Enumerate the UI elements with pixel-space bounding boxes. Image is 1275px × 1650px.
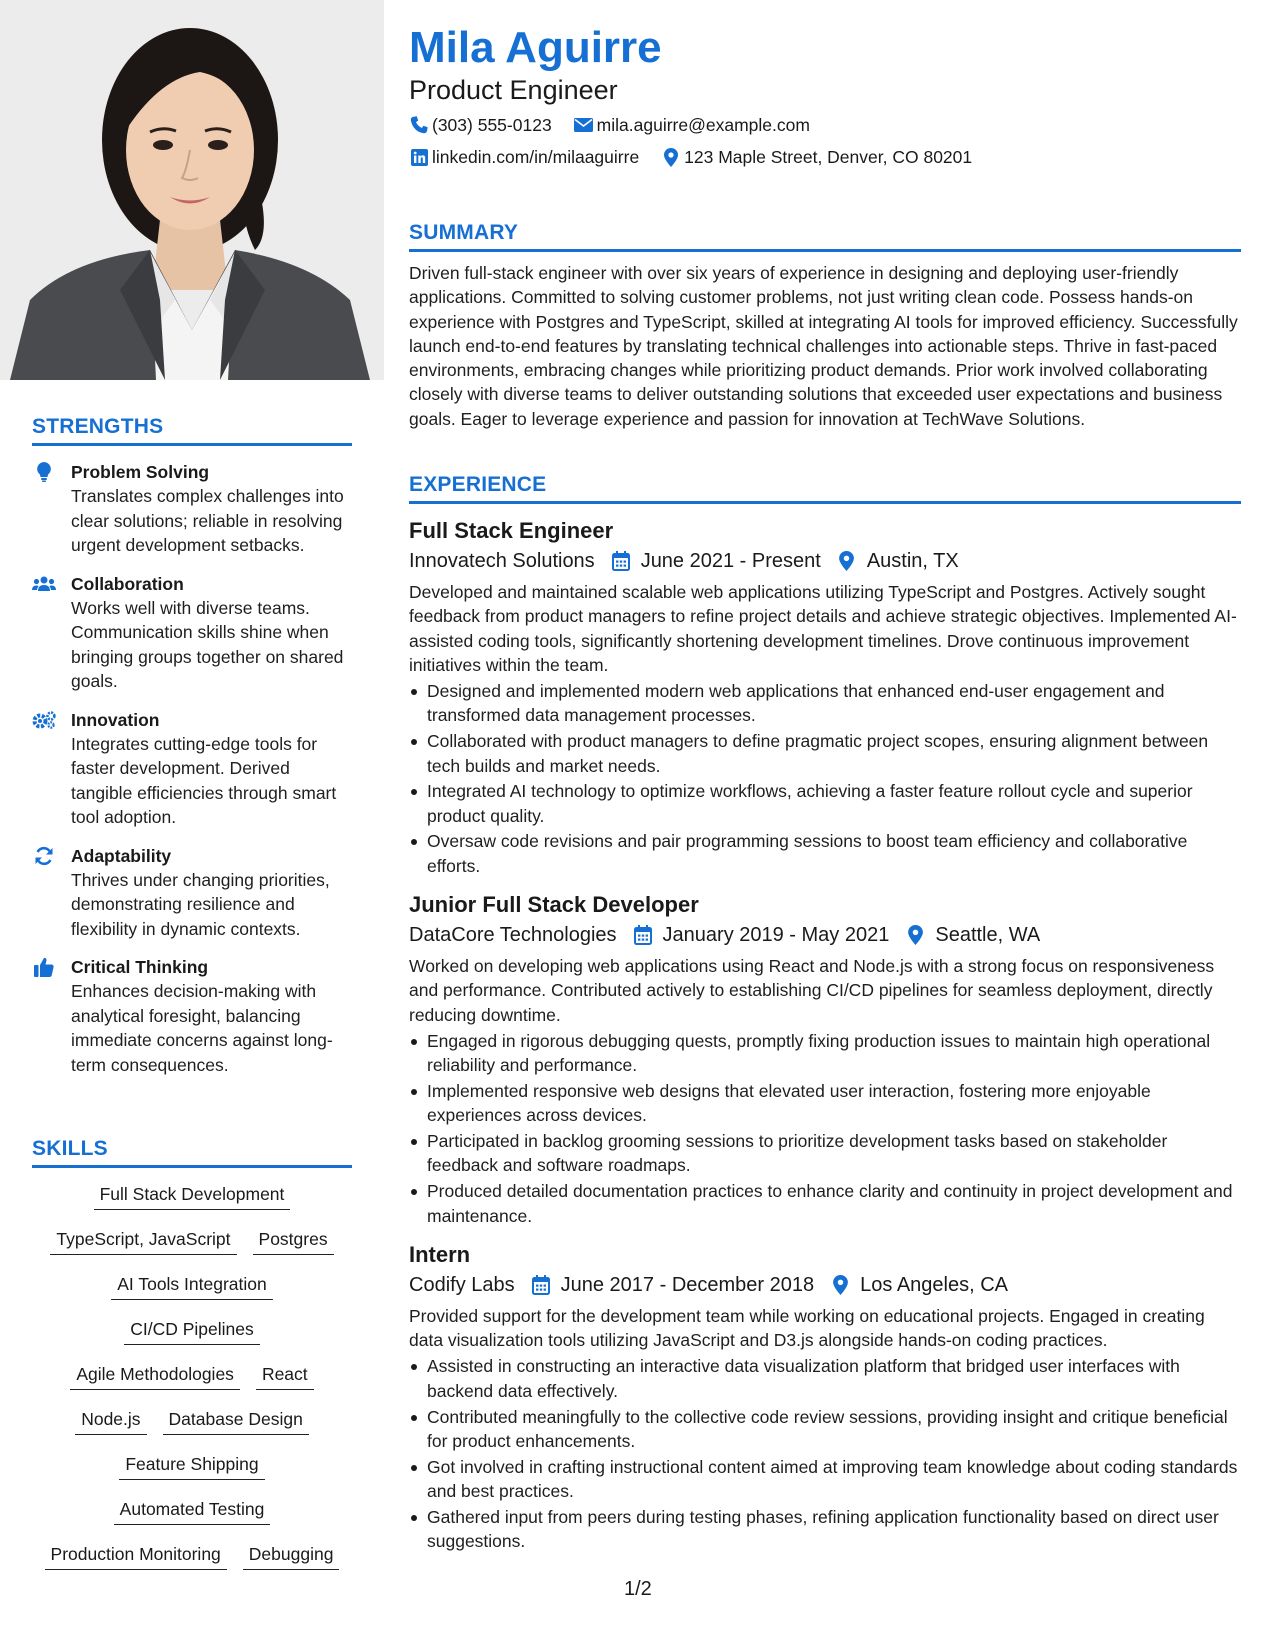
skills-list [32,1180,352,1585]
users-icon [32,574,56,594]
job-title: Junior Full Stack Developer [409,892,699,918]
skill-tag: Automated Testing [114,1495,271,1525]
linkedin-icon [409,147,429,167]
gears-icon [32,710,56,730]
calendar-icon [529,1273,553,1297]
strengths-title: STRENGTHS [32,415,352,446]
job-bullet: Engaged in rigorous debugging quests, promptly fixing production issues to maintain high operational reliability and performance. [409,1029,1241,1078]
strength-title: Problem Solving [71,462,210,482]
strength-title: Critical Thinking [71,957,209,977]
job-bullets [409,1029,1241,1228]
job-entry [409,1240,1241,1553]
job-bullets [409,1354,1241,1553]
strength-title: Adaptability [71,845,172,866]
map-pin-icon [828,1273,852,1297]
phone-contact [409,113,552,137]
job-dates: June 2017 - December 2018 [560,1273,815,1296]
job-meta [409,547,1241,575]
experience-title: EXPERIENCE [409,473,1241,504]
job-description: Provided support for the development team while working on educational projects. Engaged in creating data visualization tools utilizing JavaScript and D3.js alongside hands-on coding practices. [409,1305,1205,1351]
email-address: mila.aguirre@example.com [596,115,810,135]
job-company: DataCore Technologies [409,924,617,947]
map-pin-icon [903,923,927,947]
strength-title: Collaboration [71,573,184,594]
candidate-name: Mila Aguirre [409,23,662,72]
lightbulb-icon [32,462,56,482]
skills-section [32,1137,352,1585]
job-bullet: Oversaw code revisions and pair programming sessions to boost team efficiency and collaborative efforts. [409,829,1241,878]
experience-section [409,473,1241,1555]
job-bullet: Collaborated with product managers to define pragmatic project scopes, ensuring alignment between tech builds and market needs. [409,729,1241,778]
skill-tag: Full Stack Development [94,1180,291,1210]
job-bullet: Gathered input from peers during testing phases, refining application functionality based on direct user suggestions. [409,1505,1241,1554]
phone-icon [409,115,429,135]
candidate-role: Product Engineer [409,75,618,105]
job-bullets [409,679,1241,878]
job-meta [409,1271,1241,1299]
summary-title: SUMMARY [409,221,1241,252]
job-bullet: Participated in backlog grooming sessions to prioritize development tasks based on stakeholder feedback and software roadmaps. [409,1129,1241,1178]
job-dates: January 2019 - May 2021 [662,924,890,947]
job-entry [409,516,1241,878]
strength-description: Enhances decision-making with analytical foresight, balancing immediate concerns against long-term consequences. [71,981,333,1075]
strength-item [32,844,352,942]
job-title: Full Stack Engineer [409,518,614,543]
street-address: 123 Maple Street, Denver, CO 80201 [684,147,973,167]
strength-item [32,955,352,1077]
summary-text: Driven full-stack engineer with over six years of experience in designing and deploying user-friendly applications. Committed to solving customer problems, not just writing clean code. Possess hands-on experience with Postgres and TypeScript, skilled at integrating AI tools for improved efficiency. Successfully launch end-to-end features by translating technical challenges into actionable steps. Thrive in fast-paced environments, embracing changes while prioritizing product demands. Prior work involved collaborating closely with diverse teams to deliver outstanding solutions that exceeded user expectations and business goals. Eager to leverage experience and passion for innovation at TechWave Solutions. [409,263,1238,429]
refresh-icon [32,846,56,866]
job-company: Codify Labs [409,1273,515,1296]
job-description: Worked on developing web applications using React and Node.js with a strong focus on responsiveness and performance. Contributed actively to establishing CI/CD pipelines for seamless deployment, directly reducing downtime. [409,956,1215,1025]
skill-tag: CI/CD Pipelines [124,1315,260,1345]
strength-title: Innovation [71,709,160,730]
skill-tag: React [256,1360,314,1390]
job-bullet: Produced detailed documentation practices to enhance clarity and continuity in project development and maintenance. [409,1179,1241,1228]
sidebar [0,0,384,1650]
skill-tag: AI Tools Integration [111,1270,273,1300]
skill-tag: Database Design [163,1405,309,1435]
job-company: Innovatech Solutions [409,550,595,572]
strength-item [32,708,352,830]
skill-tag: Agile Methodologies [70,1360,240,1390]
skill-tag: Postgres [253,1225,334,1255]
phone-number: (303) 555-0123 [432,115,552,135]
job-bullet: Contributed meaningfully to the collective code review sessions, providing insight and critique beneficial for product enhancements. [409,1405,1241,1454]
map-pin-icon [835,549,859,573]
summary-section [409,221,1241,431]
strength-item [32,572,352,694]
skills-title: SKILLS [32,1137,352,1168]
job-meta [409,921,1241,949]
job-bullet: Implemented responsive web designs that elevated user interaction, fostering more enjoyable experiences across devices. [409,1079,1241,1128]
job-bullet: Got involved in crafting instructional content aimed at improving team knowledge about coding standards and best practices. [409,1455,1241,1504]
profile-photo [0,0,384,380]
job-description: Developed and maintained scalable web applications utilizing TypeScript and Postgres. Actively sought feedback from product managers to refine project details and achieve strategic objectives. Implemented AI-assisted coding tools, significantly shortening development timelines. Drove continuous improvement initiatives within the team. [409,582,1237,675]
strength-description: Integrates cutting-edge tools for faster development. Derived tangible efficiencies through smart tool adoption. [71,733,337,827]
skill-tag: Production Monitoring [45,1540,227,1570]
skill-tag: Feature Shipping [119,1450,264,1480]
contact-row-2 [409,145,994,169]
calendar-icon [609,549,633,573]
skill-tag: Node.js [75,1405,146,1435]
job-dates: June 2021 - Present [640,550,821,572]
skill-tag: Debugging [243,1540,340,1570]
strengths-section [32,415,352,1077]
strength-description: Translates complex challenges into clear solutions; reliable in resolving urgent development setbacks. [71,486,344,555]
job-bullet: Designed and implemented modern web applications that enhanced end-user engagement and transformed data management processes. [409,679,1241,728]
linkedin-contact [409,145,639,169]
calendar-icon [631,923,655,947]
page-number: 1/2 [624,1578,652,1600]
strength-item [32,460,352,558]
job-location: Austin, TX [866,550,959,572]
job-title: Intern [409,1241,471,1267]
job-location: Seattle, WA [935,924,1041,947]
linkedin-url: linkedin.com/in/milaaguirre [432,147,640,167]
email-contact [574,113,810,137]
skill-tag: TypeScript, JavaScript [50,1225,236,1255]
strength-description: Works well with diverse teams. Communication skills shine when bringing groups together on shared goals. [71,597,344,691]
contact-row-1 [409,113,832,137]
job-bullet: Integrated AI technology to optimize workflows, achieving a faster feature rollout cycle and superior product quality. [409,779,1241,828]
envelope-icon [574,115,594,135]
strength-description: Thrives under changing priorities, demonstrating resilience and flexibility in dynamic contexts. [71,869,330,939]
address-contact [661,145,972,169]
map-pin-icon [661,147,681,167]
job-bullet: Assisted in constructing an interactive data visualization platform that bridged user interfaces with backend data effectively. [409,1354,1241,1403]
job-entry [409,890,1241,1228]
job-location: Los Angeles, CA [860,1273,1008,1296]
thumbs-up-icon [32,957,56,977]
